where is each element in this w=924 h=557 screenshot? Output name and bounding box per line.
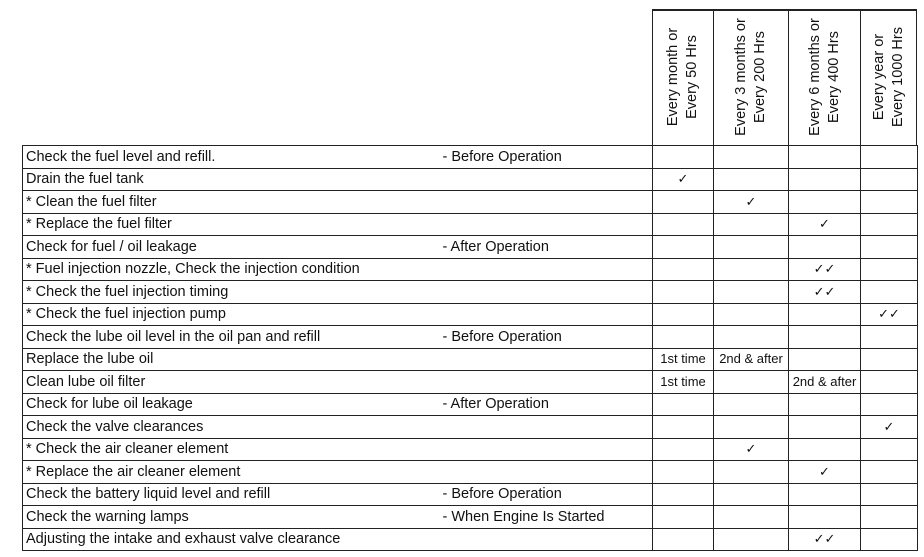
column-header-text xyxy=(732,12,770,142)
interval-cell xyxy=(714,146,789,169)
table-row xyxy=(23,348,918,371)
interval-cell xyxy=(714,236,789,259)
interval-cell xyxy=(861,191,918,214)
interval-cell: ✓ xyxy=(861,416,918,439)
table-row xyxy=(23,258,918,281)
interval-cell xyxy=(653,506,714,529)
interval-cell xyxy=(653,146,714,169)
column-header-text xyxy=(870,12,908,142)
interval-cell xyxy=(653,258,714,281)
interval-cell xyxy=(653,483,714,506)
timing-note-cell xyxy=(443,416,653,439)
column-header-line1: Every 6 months or xyxy=(806,18,823,136)
timing-note-cell: - After Operation xyxy=(443,393,653,416)
maintenance-table xyxy=(22,145,918,551)
interval-cell xyxy=(653,393,714,416)
task-cell: * Replace the air cleaner element xyxy=(23,461,443,484)
interval-cell: ✓ xyxy=(789,461,861,484)
interval-cell xyxy=(653,236,714,259)
table-row xyxy=(23,393,918,416)
task-cell: Check the fuel level and refill. xyxy=(23,146,443,169)
timing-note-cell: - When Engine Is Started xyxy=(443,506,653,529)
task-cell: Check the warning lamps xyxy=(23,506,443,529)
timing-note-cell xyxy=(443,438,653,461)
interval-cell xyxy=(653,326,714,349)
interval-cell xyxy=(653,416,714,439)
timing-note-cell: - Before Operation xyxy=(443,146,653,169)
column-header-line2: Every 50 Hrs xyxy=(684,35,700,119)
interval-cell xyxy=(653,213,714,236)
column-header-line2: Every 200 Hrs xyxy=(752,31,768,123)
interval-cell xyxy=(861,236,918,259)
table-row xyxy=(23,528,918,551)
interval-cell xyxy=(861,146,918,169)
interval-cell xyxy=(861,371,918,394)
table-row xyxy=(23,461,918,484)
interval-cell: ✓ xyxy=(789,213,861,236)
interval-cell: ✓✓ xyxy=(789,528,861,551)
task-cell: * Check the fuel injection pump xyxy=(23,303,443,326)
interval-cell xyxy=(714,416,789,439)
interval-cell xyxy=(653,191,714,214)
interval-cell xyxy=(789,168,861,191)
timing-note-cell xyxy=(443,213,653,236)
interval-cell xyxy=(714,168,789,191)
table-row xyxy=(23,326,918,349)
interval-cell xyxy=(861,281,918,304)
timing-note-cell: - Before Operation xyxy=(443,483,653,506)
timing-note-cell: - Before Operation xyxy=(443,326,653,349)
task-cell: * Clean the fuel filter xyxy=(23,191,443,214)
timing-note-cell: - After Operation xyxy=(443,236,653,259)
interval-cell xyxy=(714,371,789,394)
interval-cell xyxy=(789,146,861,169)
table-row xyxy=(23,168,918,191)
task-cell: Clean lube oil filter xyxy=(23,371,443,394)
interval-cell xyxy=(714,528,789,551)
interval-cell xyxy=(653,303,714,326)
interval-cell xyxy=(714,303,789,326)
interval-cell: 1st time xyxy=(653,371,714,394)
column-header-line1: Every year or xyxy=(870,33,887,121)
timing-note-cell xyxy=(443,191,653,214)
interval-cell xyxy=(789,483,861,506)
interval-cell: 2nd & after xyxy=(789,371,861,394)
table-row xyxy=(23,416,918,439)
interval-cell xyxy=(789,191,861,214)
interval-cell: 2nd & after xyxy=(714,348,789,371)
interval-cell xyxy=(714,461,789,484)
table-row xyxy=(23,236,918,259)
table-row xyxy=(23,371,918,394)
table-row xyxy=(23,303,918,326)
interval-cell xyxy=(714,506,789,529)
interval-cell xyxy=(861,168,918,191)
interval-cell: ✓ xyxy=(714,438,789,461)
interval-cell xyxy=(861,348,918,371)
task-cell: * Check the fuel injection timing xyxy=(23,281,443,304)
timing-note-cell xyxy=(443,348,653,371)
table-row xyxy=(23,281,918,304)
interval-cell xyxy=(653,461,714,484)
interval-cell xyxy=(714,258,789,281)
column-header-line1: Every month or xyxy=(665,27,681,127)
table-row xyxy=(23,146,918,169)
interval-cell xyxy=(653,281,714,304)
timing-note-cell xyxy=(443,371,653,394)
column-header-yearly xyxy=(860,9,917,145)
interval-cell: ✓✓ xyxy=(861,303,918,326)
task-cell: * Check the air cleaner element xyxy=(23,438,443,461)
interval-cell xyxy=(861,326,918,349)
interval-cell xyxy=(861,506,918,529)
table-row xyxy=(23,506,918,529)
interval-cell xyxy=(861,258,918,281)
task-cell: Check the lube oil level in the oil pan and refill xyxy=(23,326,443,349)
interval-cell xyxy=(714,281,789,304)
interval-cell xyxy=(789,236,861,259)
task-cell: * Replace the fuel filter xyxy=(23,213,443,236)
table-row xyxy=(23,438,918,461)
timing-note-cell xyxy=(443,528,653,551)
interval-cell xyxy=(861,393,918,416)
interval-cell xyxy=(714,483,789,506)
maintenance-rows xyxy=(23,146,918,551)
interval-cell: ✓✓ xyxy=(789,258,861,281)
column-header-text xyxy=(664,12,702,142)
interval-cell: ✓ xyxy=(714,191,789,214)
interval-cell xyxy=(861,461,918,484)
interval-cell xyxy=(789,438,861,461)
interval-cell: ✓✓ xyxy=(789,281,861,304)
interval-cell xyxy=(714,213,789,236)
interval-cell xyxy=(789,393,861,416)
column-header-line1: Every 3 months or xyxy=(733,18,749,136)
column-header-text xyxy=(806,12,844,142)
interval-cell xyxy=(861,483,918,506)
interval-cell xyxy=(789,303,861,326)
task-cell: Check the battery liquid level and refill xyxy=(23,483,443,506)
column-header-monthly xyxy=(652,9,713,145)
table-row xyxy=(23,191,918,214)
table-row xyxy=(23,213,918,236)
task-cell: Check the valve clearances xyxy=(23,416,443,439)
task-cell: Drain the fuel tank xyxy=(23,168,443,191)
interval-cell xyxy=(653,528,714,551)
task-cell: * Fuel injection nozzle, Check the injection condition xyxy=(23,258,443,281)
column-header-line2: Every 400 Hrs xyxy=(825,31,842,123)
interval-cell xyxy=(789,348,861,371)
interval-cell xyxy=(789,326,861,349)
interval-cell xyxy=(789,416,861,439)
interval-cell xyxy=(714,326,789,349)
interval-cell: ✓ xyxy=(653,168,714,191)
column-header-3-months xyxy=(713,9,788,145)
interval-cell xyxy=(653,438,714,461)
task-cell: Replace the lube oil xyxy=(23,348,443,371)
task-cell: Check for lube oil leakage xyxy=(23,393,443,416)
column-header-line2: Every 1000 Hrs xyxy=(889,27,906,127)
timing-note-cell xyxy=(443,303,653,326)
timing-note-cell xyxy=(443,258,653,281)
table-row xyxy=(23,483,918,506)
timing-note-cell xyxy=(443,281,653,304)
task-cell: Adjusting the intake and exhaust valve clearance xyxy=(23,528,443,551)
timing-note-cell xyxy=(443,461,653,484)
timing-note-cell xyxy=(443,168,653,191)
interval-cell xyxy=(861,528,918,551)
interval-cell xyxy=(714,393,789,416)
interval-cell xyxy=(861,213,918,236)
task-cell: Check for fuel / oil leakage xyxy=(23,236,443,259)
interval-cell: 1st time xyxy=(653,348,714,371)
interval-cell xyxy=(789,506,861,529)
interval-cell xyxy=(861,438,918,461)
column-header-6-months xyxy=(788,9,860,145)
